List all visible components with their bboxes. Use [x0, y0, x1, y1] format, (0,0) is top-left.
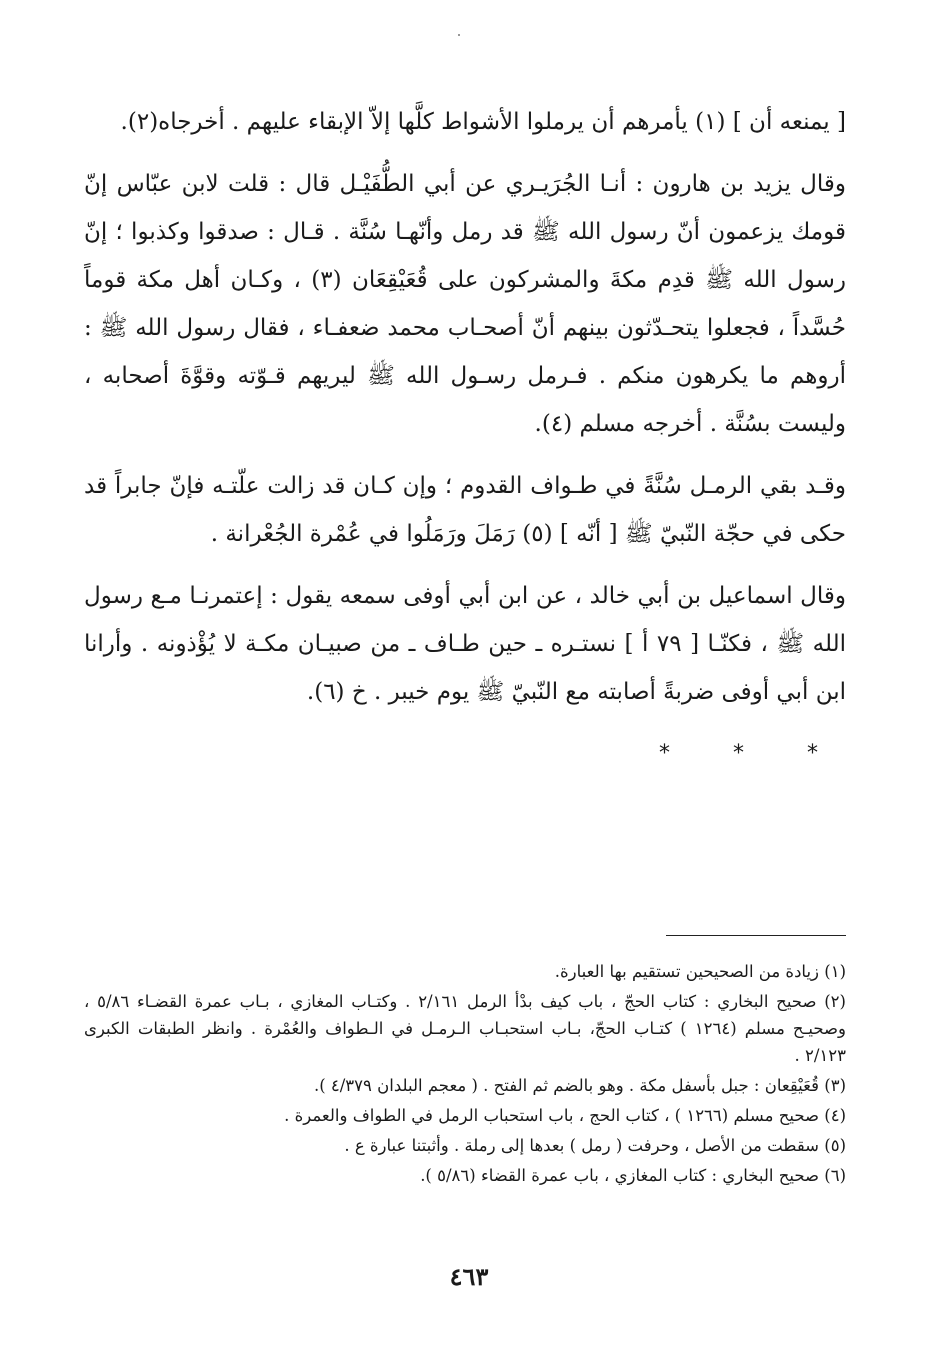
paragraph-2: وقال يزيد بن هارون : أنـا الجُرَيـري عن أبي الطُّفَيْـل قال : قلت لابن عبّاس إنّ قومك يزعمون أنّ رسول الله ﷺ قد رمل وأنّهـا سُنَّة . قـال : صدقوا وكذبوا ؛ إنّ رسول الله ﷺ قدِم مكةَ والمشركون على قُعَيْقِعَان (٣) ، وكـان أهل مكة قوماً حُسَّداً ، فجعلوا يتحـدّثون بينهم أنّ أصحـاب محمد ضعفـاء ، فقال رسول الله ﷺ : أروهم ما يكرهون منكم . فـرمل رسـول الله ﷺ ليريهم قـوّته وقوَّةَ أصحابه ، وليست بسُنَّة . أخرجه مسلم (٤). — [84, 171, 847, 437]
paragraph-3: وقـد بقي الرمـل سُنَّةً في طـواف القدوم ؛ وإن كـان قد زالت علّتـه فإنّ جابراً قد حكى في حجّة النّبيّ ﷺ [ أنّه ] (٥) رَمَلَ ورَمَلُوا في عُمْرة الجُعْرانة . — [84, 473, 846, 547]
page-speck — [458, 34, 460, 36]
paragraph-4: وقال اسماعيل بن أبي خالد ، عن ابن أبي أوفى سمعه يقول : إعتمرنـا مـع رسول الله ﷺ ، فكنّـا [ ٧٩ أ ] نستـره ـ حين طـاف ـ من صبيـان مكـة لا يُؤْذونه . وأرانا ابن أبي أوفى ضربةً أصابته مع النّبيّ ﷺ يوم خيبر . خ (٦). — [84, 583, 846, 705]
footnote-6: (٦) صحيح البخاري : كتاب المغازي ، باب عمرة القضاء (٥/٨٦ ). — [420, 1166, 846, 1185]
footnote-5: (٥) سقطت من الأصل ، وحرفت ( رمل ) بعدها إلى رملة . وأثبتنا عبارة ع . — [344, 1136, 846, 1155]
main-text-body — [84, 98, 846, 778]
footnote-2: (٢) صحيح البخاري : كتاب الحجّ ، باب كيف بدْأ الرمل ٢/١٦١ . وكتـاب المغازي ، بـاب عمرة القضـاء ٥/٨٦ ، وصحيـح مسلم (١٢٦٤ ) كتـاب الحجّ، بـاب استحبـاب الـرمـل في الـطواف والعُمْرة . وانظر الطبقات الكبرى ٢/١٢٣ . — [84, 992, 846, 1065]
page-number: ٤٦٣ — [449, 1262, 489, 1291]
footnote-1: (١) زيادة من الصحيحين تستقيم بها العبارة. — [554, 962, 846, 981]
section-separator: * * * — [659, 741, 846, 766]
footnote-3: (٣) قُعَيْقِعان : جبل بأسفل مكة . وهو بالضم ثم الفتح . ( معجم البلدان ٤/٣٧٩ ). — [313, 1076, 846, 1095]
footnote-divider — [666, 935, 846, 936]
footnotes-section — [84, 958, 846, 1192]
footnote-4: (٤) صحيح مسلم (١٢٦٦ ) ، كتاب الحج ، باب استحباب الرمل في الطواف والعمرة . — [284, 1106, 846, 1125]
paragraph-1: [ يمنعه أن ] (١) يأمرهم أن يرملوا الأشواط كلَّها إلاّ الإبقاء عليهم . أخرجاه(٢). — [120, 109, 846, 135]
